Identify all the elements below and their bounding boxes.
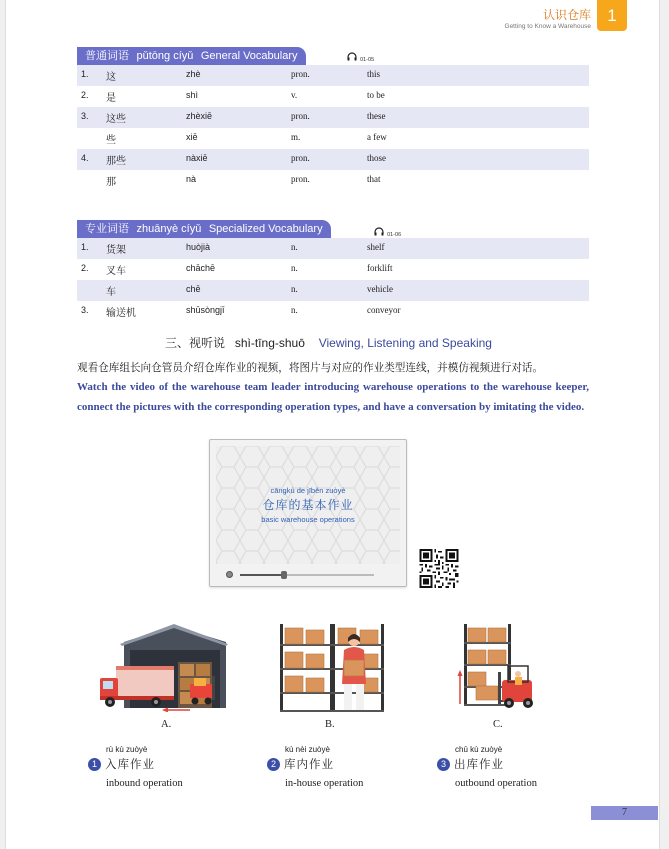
vocab-num: 1. [81,242,89,252]
picture-letter: C. [493,719,503,730]
vocab-pinyin: shì [186,90,199,100]
specialized-vocab-title-cn: 专业词语 [85,222,129,235]
vocab-hanzi: 货架 [106,245,126,256]
general-vocab-title-pinyin: pǔtōng cíyǔ [136,50,194,62]
video-title [216,486,400,524]
vocab-pinyin: nàxiē [186,153,208,163]
instruction-en: Watch the video of the warehouse team leader introducing warehouse operations to the warehouse keeper, connect the pictures with the corresponding operation types, and have a conversation by imitating the video. [77,381,589,413]
vls-heading [165,334,492,351]
operation-english: outbound operation [455,778,537,789]
vocab-english: conveyor [367,305,401,315]
operation-english: in-house operation [285,778,364,789]
operation-hanzi: 入库作业 [105,757,155,771]
page-number: 7 [591,806,658,820]
vocab-pos: n. [291,242,298,252]
operation-pinyin: rù kù zuòyè [106,745,148,754]
audio-track-general[interactable] [347,52,374,64]
vocab-english: shelf [367,242,385,252]
progress-fill [240,574,284,576]
progress-track[interactable] [240,574,374,576]
audio-code-general: 01-05 [360,57,375,63]
vocab-pinyin: zhèxiē [186,111,213,121]
vocab-pos: m. [291,132,301,142]
vocab-english: a few [367,132,387,142]
general-vocab-table [77,65,589,191]
vocab-num: 1. [81,69,89,79]
vocab-hanzi: 些 [106,135,116,146]
vocab-row [77,149,589,170]
operation-outbound [437,745,537,789]
vocab-pinyin: zhè [186,69,201,79]
vocab-pinyin: chāchē [186,263,216,273]
chapter-title-cn: 认识仓库 [542,8,591,22]
video-controls [210,568,406,582]
vocab-hanzi: 这些 [106,114,126,125]
vocab-row [77,128,589,149]
general-vocab-title [77,47,306,65]
video-title-pinyin: cāngkù de jīběn zuòyè [270,486,346,495]
operation-pinyin: kù nèi zuòyè [285,745,330,754]
vocab-num: 3. [81,111,89,121]
vocab-row [77,107,589,128]
video-player[interactable] [209,439,407,587]
vocab-pinyin: shūsòngjī [186,305,225,315]
instruction-cn: 观看仓库组长向仓管员介绍仓库作业的视频，将图片与对应的作业类型连线，并模仿视频进行对话。 [77,362,544,374]
operation-number-badge: 3 [437,758,450,771]
vocab-english: those [367,153,386,163]
chapter-header [505,6,591,30]
vocab-num: 4. [81,153,89,163]
vocab-english: vehicle [367,284,393,294]
qr-code-icon[interactable] [419,549,459,588]
operation-english: inbound operation [106,778,183,789]
vocab-hanzi: 输送机 [106,308,136,319]
vocab-num: 2. [81,90,89,100]
video-title-cn: 仓库的基本作业 [262,498,354,512]
vocab-english: that [367,174,381,184]
video-screen[interactable] [216,446,400,564]
chapter-number-badge: 1 [597,0,627,31]
vocab-hanzi: 车 [106,287,116,298]
picture-letter: A. [161,719,172,730]
page-edge-right [659,0,669,849]
vocab-row [77,301,589,322]
chapter-title-en: Getting to Know a Warehouse [504,23,591,30]
general-vocab-title-en: General Vocabulary [200,50,298,62]
vocab-hanzi: 是 [106,93,116,104]
operation-hanzi: 库内作业 [284,757,334,771]
vocab-row [77,259,589,280]
vocab-hanzi: 叉车 [106,266,126,277]
vocab-hanzi: 那 [106,177,116,188]
picture-letter: B. [325,719,335,730]
vocab-pos: v. [291,90,298,100]
page-edge-left [0,0,6,849]
worker-shelves-icon [280,624,384,712]
vocab-pos: n. [291,263,298,273]
operation-number-badge: 2 [267,758,280,771]
operation-number-badge: 1 [88,758,101,771]
vls-heading-en: Viewing, Listening and Speaking [318,336,492,350]
vocab-pinyin: chē [186,284,201,294]
vocab-pinyin: huòjià [186,242,211,252]
vocab-num: 2. [81,263,89,273]
progress-knob[interactable] [281,571,287,579]
vocab-row [77,65,589,86]
specialized-vocab-title-en: Specialized Vocabulary [208,223,323,235]
vocab-pos: n. [291,305,298,315]
vocab-row [77,280,589,301]
vocab-pos: pron. [291,111,310,121]
vocab-english: to be [367,90,385,100]
vocab-row [77,238,589,259]
vocab-hanzi: 这 [106,72,116,83]
video-title-en: basic warehouse operations [261,515,355,524]
vocab-english: these [367,111,386,121]
vocab-hanzi: 那些 [106,156,126,167]
vocab-num: 3. [81,305,89,315]
specialized-vocab-title-pinyin: zhuānyè cíyǔ [136,223,202,235]
forklift-shelves-icon [456,624,540,708]
operation-in-house [267,745,363,789]
vls-heading-pinyin: shì-tīng-shuō [234,336,305,350]
vls-heading-cn: 三、视听说 [165,336,226,350]
truck-warehouse-icon [98,622,230,712]
vocab-pos: pron. [291,153,310,163]
vocab-pos: pron. [291,174,310,184]
specialized-vocab-table [77,238,589,322]
general-vocab-title-cn: 普通词语 [85,49,129,62]
operation-hanzi: 出库作业 [454,757,504,771]
vocab-pinyin: nà [186,174,197,184]
vocab-english: forklift [367,263,393,273]
vocab-row [77,170,589,191]
specialized-vocab-title [77,220,331,238]
operation-pinyin: chū kù zuòyè [455,745,503,754]
vocab-row [77,86,589,107]
vocab-english: this [367,69,381,79]
audio-code-specialized: 01-06 [387,232,402,238]
operation-inbound [88,745,183,789]
vocab-pinyin: xiē [186,132,198,142]
play-button-icon[interactable] [226,571,233,578]
vocab-pos: pron. [291,69,310,79]
headphones-icon [347,52,360,64]
vocab-pos: n. [291,284,298,294]
